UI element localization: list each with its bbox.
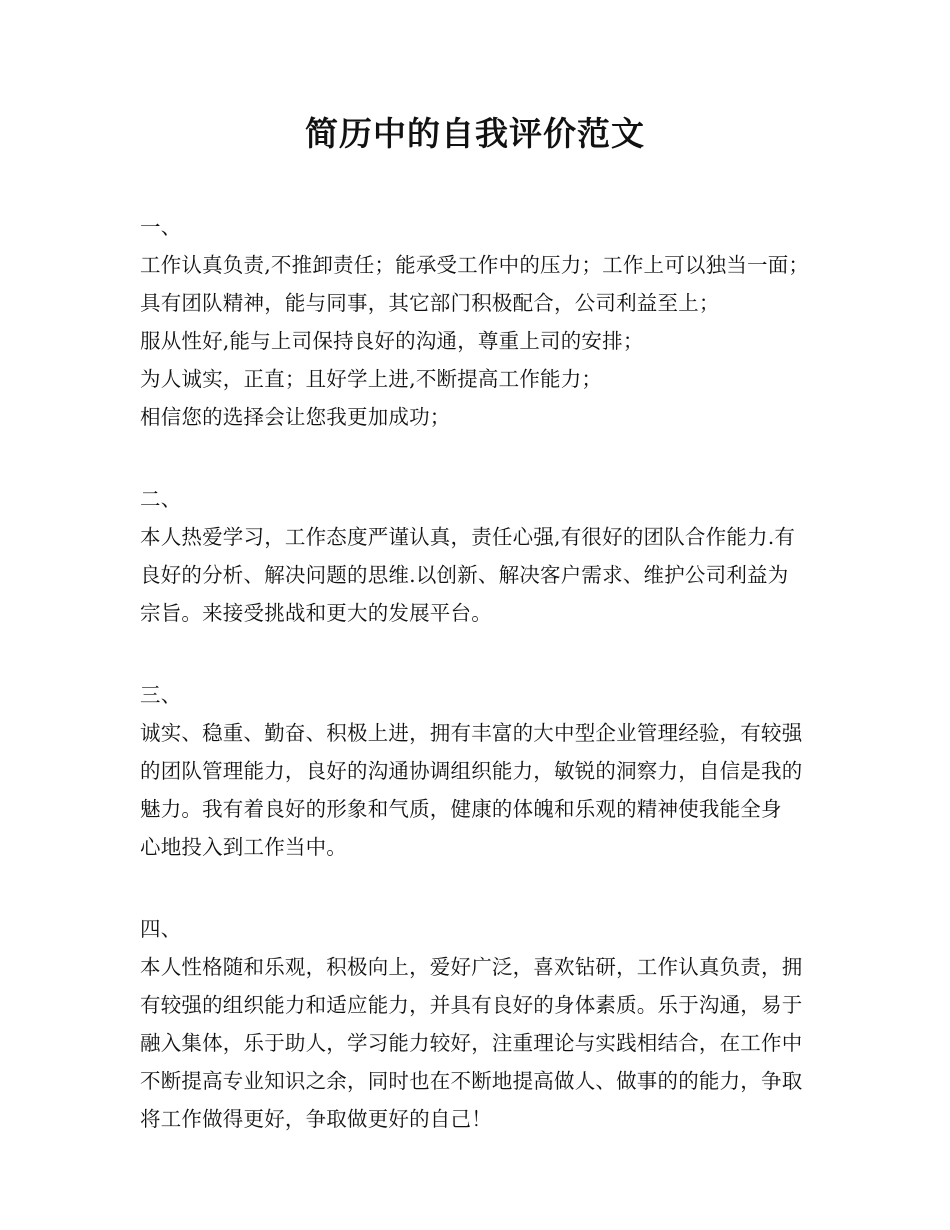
paragraph-line: 有较强的组织能力和适应能力，并具有良好的身体素质。乐于沟通，易于 xyxy=(140,993,803,1017)
document-title: 简历中的自我评价范文 xyxy=(305,114,645,153)
paragraph-line: 宗旨。来接受挑战和更大的发展平台。 xyxy=(140,601,492,625)
paragraph-line: 的团队管理能力，良好的沟通协调组织能力，敏锐的洞察力，自信是我的 xyxy=(140,759,803,783)
paragraph-line: 本人热爱学习，工作态度严谨认真，责任心强,有很好的团队合作能力.有 xyxy=(140,525,796,549)
paragraph-line: 服从性好,能与上司保持良好的沟通，尊重上司的安排； xyxy=(140,329,644,353)
paragraph-line: 心地投入到工作当中。 xyxy=(140,835,347,859)
paragraph-line: 诚实、稳重、勤奋、积极上进，拥有丰富的大中型企业管理经验，有较强 xyxy=(140,721,803,745)
paragraph-line: 融入集体，乐于助人，学习能力较好，注重理论与实践相结合，在工作中 xyxy=(140,1031,803,1055)
paragraph-line: 本人性格随和乐观，积极向上，爱好广泛，喜欢钻研，工作认真负责，拥 xyxy=(140,955,803,979)
paragraph-line: 魅力。我有着良好的形象和气质，健康的体魄和乐观的精神使我能全身 xyxy=(140,797,782,821)
paragraph-line: 相信您的选择会让您我更加成功； xyxy=(140,405,451,429)
paragraph-line: 为人诚实，正直；且好学上进,不断提高工作能力； xyxy=(140,367,603,391)
section-heading: 四、 xyxy=(140,917,182,941)
section-heading: 一、 xyxy=(140,215,182,239)
paragraph-line: 具有团队精神，能与同事，其它部门积极配合，公司利益至上； xyxy=(140,291,720,315)
document-body xyxy=(140,208,830,1182)
paragraph-line: 良好的分析、解决问题的思维.以创新、解决客户需求、维护公司利益为 xyxy=(140,563,789,587)
paragraph-line: 不断提高专业知识之余，同时也在不断地提高做人、做事的的能力，争取 xyxy=(140,1069,803,1093)
section-heading: 二、 xyxy=(140,487,182,511)
section-1 xyxy=(140,208,830,436)
section-2 xyxy=(140,480,830,632)
section-4 xyxy=(140,910,830,1138)
paragraph-line: 工作认真负责,不推卸责任；能承受工作中的压力；工作上可以独当一面； xyxy=(140,253,810,277)
section-heading: 三、 xyxy=(140,683,182,707)
section-3 xyxy=(140,676,830,866)
paragraph-line: 将工作做得更好，争取做更好的自己！ xyxy=(140,1107,492,1131)
